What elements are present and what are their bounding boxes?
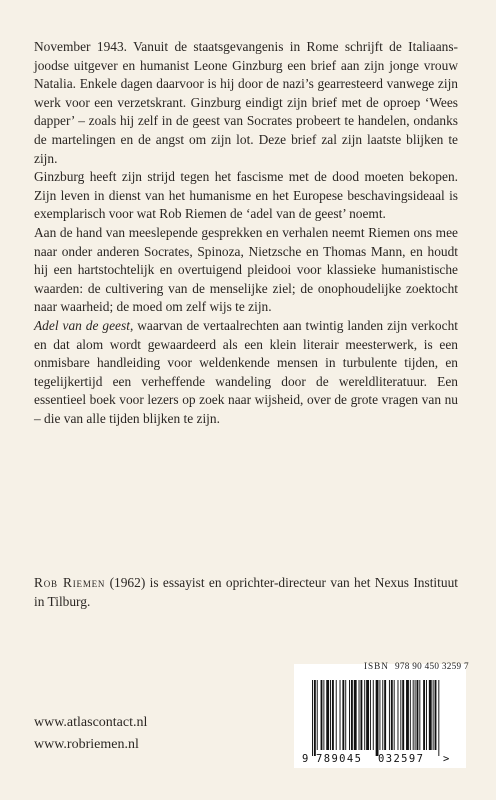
barcode-bar: [406, 680, 409, 750]
barcode-bar: [389, 680, 390, 750]
barcode-arrow: >: [443, 753, 450, 765]
barcode-bar: [398, 680, 399, 750]
book-title: Adel van de geest: [34, 317, 130, 333]
paragraph-2: Ginzburg heeft zijn strijd tegen het fascisme met de dood moeten bekopen. Zijn leven in dienst van het humanisme en het Europese beschavingsideaal is exemplarisch voor wat Rob Riemen de ‘adel van de geest’ noemt.: [34, 169, 458, 222]
barcode-bar: [410, 680, 411, 750]
paragraph-3: Aan de hand van meeslepende gesprekken en verhalen neemt Riemen ons mee naar onder anderen Socrates, Spinoza, Nietzsche en Thomas Mann, en houdt hij een hartstochtelijk en overtuigend pleidooi voor klassieke humanistische waarden: de cultivering van de menselijke ziel; de onophoudelijke zoektocht naar waarheid; de moed om zelf wijs te zijn.: [34, 224, 458, 315]
barcode-bar: [426, 680, 427, 750]
isbn-barcode: [294, 661, 469, 768]
url-atlascontact[interactable]: www.atlascontact.nl: [34, 715, 148, 730]
barcode-bar: [415, 680, 416, 750]
barcode-bar: [336, 680, 337, 750]
barcode-bar: [394, 680, 395, 750]
barcode-bar: [321, 680, 323, 750]
barcode-bar: [384, 680, 386, 750]
barcode-bar: [351, 680, 353, 750]
barcode-bar: [332, 680, 334, 750]
isbn-label: ISBN: [364, 661, 389, 671]
barcode-bar: [312, 680, 313, 756]
barcode-digit-right: 032597: [378, 753, 425, 765]
barcode-bar: [402, 680, 404, 750]
barcode-bar: [359, 680, 360, 750]
barcode-image: [300, 678, 462, 766]
url-robriemen[interactable]: www.robriemen.nl: [34, 737, 139, 752]
author-bio: [34, 574, 458, 611]
barcode-bar: [330, 680, 331, 750]
barcode-bar: [314, 680, 316, 756]
author-name: Rob Riemen: [34, 575, 106, 591]
barcode-bar: [364, 680, 365, 750]
isbn-label-line: [364, 661, 469, 671]
barcode-bar: [354, 680, 357, 750]
barcode-bar: [391, 680, 393, 750]
barcode-bar: [435, 680, 437, 750]
barcode-bar: [370, 680, 371, 750]
barcode-bar: [342, 680, 344, 750]
barcode-bar: [326, 680, 329, 750]
barcode-bar: [373, 680, 374, 750]
barcode-bar: [379, 680, 380, 750]
isbn-number: 978 90 450 3259 7: [394, 661, 469, 671]
barcode-bar: [382, 680, 383, 750]
paragraph-4: [34, 317, 458, 429]
barcode-digit-first: 9: [302, 753, 309, 765]
paragraph-4-rest: , waarvan de vertaalrechten aan twintig landen zijn verkocht en dat alom wordt gewaardeerd als een klein literair meesterwerk, is een onmisbare handleiding voor weldenkende mensen in turbulente tijden, en tegelijkertijd een verheffende wandeling door de wereldliteratuur. Een essentieel boek voor lezers op zoek naar wijsheid, over de grote vragen van nu – die van alle tijden blijken te zijn.: [34, 317, 458, 426]
blurb-text: [34, 38, 458, 428]
barcode-bar: [433, 680, 434, 750]
barcode-digit-left: 789045: [316, 753, 363, 765]
barcode-bar: [417, 680, 419, 750]
barcode-bar: [400, 680, 401, 750]
paragraph-1: November 1943. Vanuit de staatsgevangenis in Rome schrijft de Italiaans-joodse uitgever en humanist Leone Ginzburg een brief aan zijn jonge vrouw Natalia. Enkele dagen daarvoor is hij door de nazi’s gearresteerd vanwege zijn werk voor een verzetskrant. Ginzburg eindigt zijn brief met de oproep ‘Wees dapper’ – zoals hij zelf in de geest van Socrates probeert te handelen, ondanks de martelingen en de angst om zijn lot. Deze brief zal zijn laatste blijken te zijn.: [34, 39, 458, 166]
barcode-bar: [345, 680, 346, 750]
barcode-bar: [413, 680, 414, 750]
barcode-bar: [323, 680, 324, 750]
website-links: [34, 712, 147, 756]
barcode-bar: [360, 680, 362, 750]
barcode-bar: [423, 680, 425, 750]
barcode-bar: [366, 680, 369, 750]
barcode-bar: [349, 680, 350, 750]
author-bio-rest: (1962) is essayist en oprichter-directeur van het Nexus Instituut in Tilburg.: [34, 575, 458, 609]
barcode-bar: [438, 680, 439, 756]
barcode-bar: [429, 680, 432, 750]
barcode-bar: [419, 680, 420, 750]
barcode-bar: [317, 680, 318, 750]
barcode-bar: [376, 680, 379, 756]
barcode-bar: [340, 680, 341, 750]
